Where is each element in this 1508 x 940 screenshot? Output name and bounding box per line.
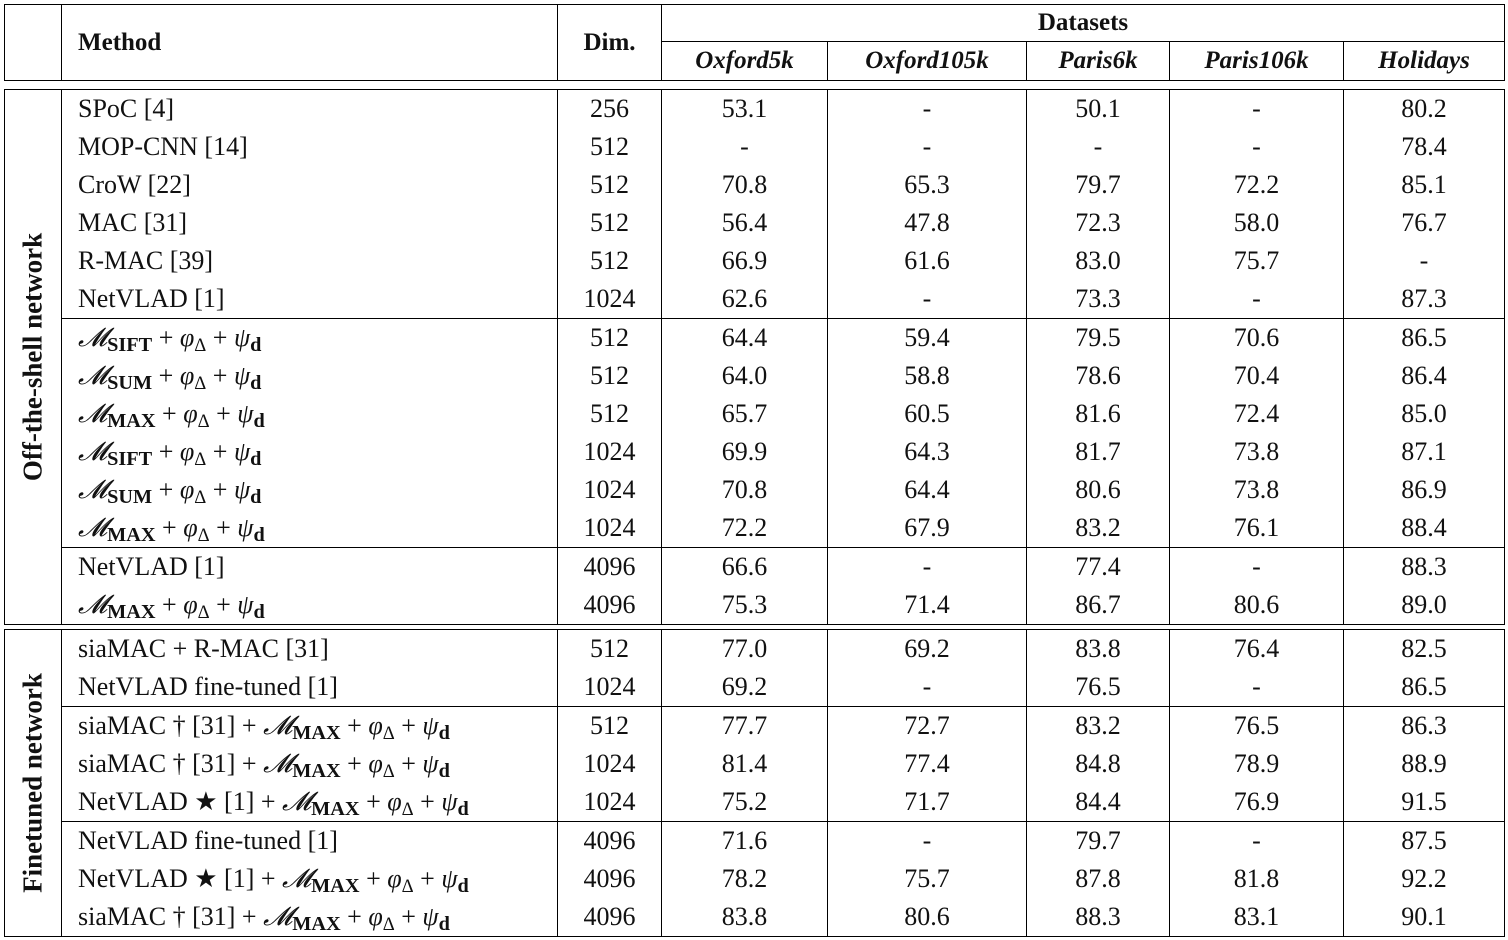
value-cell: 72.3	[1027, 204, 1170, 242]
value-cell: 47.8	[828, 204, 1027, 242]
value-cell: 83.8	[1027, 630, 1170, 669]
value-cell: -	[828, 668, 1027, 707]
method-cell: NetVLAD ★ [1] + 𝓜$_{MAX}$ + $\varphi_\Delta + \psi_d$	[62, 783, 558, 822]
value-cell: 85.1	[1344, 166, 1505, 204]
value-cell: 87.1	[1344, 433, 1505, 471]
value-cell: 78.9	[1170, 745, 1344, 783]
value-cell: 80.6	[1170, 586, 1344, 625]
table-row	[5, 707, 1505, 746]
value-cell: 62.6	[662, 280, 828, 319]
value-cell: 67.9	[828, 509, 1027, 548]
value-cell: 58.8	[828, 357, 1027, 395]
value-cell: 76.5	[1170, 707, 1344, 746]
value-cell: 58.0	[1170, 204, 1344, 242]
dim-cell: 512	[558, 395, 662, 433]
value-cell: 69.2	[828, 630, 1027, 669]
table-row	[5, 128, 1505, 166]
value-cell: 65.3	[828, 166, 1027, 204]
table-row	[5, 783, 1505, 822]
value-cell: 81.4	[662, 745, 828, 783]
value-cell: 89.0	[1344, 586, 1505, 625]
table-row	[5, 280, 1505, 319]
value-cell: 80.2	[1344, 90, 1505, 129]
value-cell: 73.3	[1027, 280, 1170, 319]
section-finetuned	[4, 629, 1505, 937]
dim-cell: 512	[558, 319, 662, 358]
table-row	[5, 822, 1505, 861]
dim-cell: 1024	[558, 471, 662, 509]
value-cell: 64.4	[828, 471, 1027, 509]
value-cell: 59.4	[828, 319, 1027, 358]
value-cell: -	[828, 128, 1027, 166]
value-cell: 82.5	[1344, 630, 1505, 669]
col-header-paris6k: Paris6k	[1027, 42, 1170, 81]
value-cell: 83.2	[1027, 509, 1170, 548]
table-row	[5, 395, 1505, 433]
value-cell: 81.6	[1027, 395, 1170, 433]
datasets-header: Datasets	[662, 5, 1505, 42]
section-label: Off-the-shell network	[17, 232, 48, 482]
dim-cell: 1024	[558, 745, 662, 783]
dim-cell: 4096	[558, 860, 662, 898]
value-cell: 77.0	[662, 630, 828, 669]
value-cell: 60.5	[828, 395, 1027, 433]
value-cell: 90.1	[1344, 898, 1505, 937]
table-row	[5, 630, 1505, 669]
value-cell: -	[1344, 242, 1505, 280]
value-cell: 64.0	[662, 357, 828, 395]
method-cell: 𝓜$_{MAX}$ + $\varphi_\Delta + \psi_d$	[62, 395, 558, 433]
value-cell: 86.5	[1344, 668, 1505, 707]
value-cell: 69.2	[662, 668, 828, 707]
table-row	[5, 898, 1505, 937]
value-cell: 76.9	[1170, 783, 1344, 822]
value-cell: 78.2	[662, 860, 828, 898]
value-cell: 88.4	[1344, 509, 1505, 548]
value-cell: 75.2	[662, 783, 828, 822]
col-header-oxford105k: Oxford105k	[828, 42, 1027, 81]
dim-cell: 4096	[558, 548, 662, 587]
value-cell: 73.8	[1170, 433, 1344, 471]
dim-cell: 512	[558, 204, 662, 242]
value-cell: 85.0	[1344, 395, 1505, 433]
value-cell: 64.4	[662, 319, 828, 358]
method-cell: siaMAC † [31] + 𝓜$_{MAX}$ + $\varphi_\Delta + \psi_d$	[62, 707, 558, 746]
value-cell: 81.7	[1027, 433, 1170, 471]
table-row	[5, 586, 1505, 625]
value-cell: 53.1	[662, 90, 828, 129]
value-cell: 65.7	[662, 395, 828, 433]
method-cell: R-MAC [39]	[62, 242, 558, 280]
col-header-holidays: Holidays	[1344, 42, 1505, 81]
dim-cell: 1024	[558, 668, 662, 707]
value-cell: 80.6	[828, 898, 1027, 937]
value-cell: 83.8	[662, 898, 828, 937]
method-cell: 𝓜$_{SIFT}$ + $\varphi_\Delta + \psi_d$	[62, 433, 558, 471]
method-cell: 𝓜$_{MAX}$ + $\varphi_\Delta + \psi_d$	[62, 509, 558, 548]
value-cell: 70.8	[662, 166, 828, 204]
value-cell: -	[1170, 548, 1344, 587]
section-off-the-shell	[4, 89, 1505, 625]
value-cell: 50.1	[1027, 90, 1170, 129]
method-cell: NetVLAD ★ [1] + 𝓜$_{MAX}$ + $\varphi_\Delta + \psi_d$	[62, 860, 558, 898]
value-cell: 71.6	[662, 822, 828, 861]
table-row	[5, 548, 1505, 587]
dim-cell: 1024	[558, 433, 662, 471]
value-cell: -	[1170, 668, 1344, 707]
value-cell: 87.8	[1027, 860, 1170, 898]
method-cell: NetVLAD fine-tuned [1]	[62, 668, 558, 707]
value-cell: 83.2	[1027, 707, 1170, 746]
method-cell: NetVLAD [1]	[62, 548, 558, 587]
table-row	[5, 860, 1505, 898]
method-cell: 𝓜$_{SIFT}$ + $\varphi_\Delta + \psi_d$	[62, 319, 558, 358]
value-cell: 76.7	[1344, 204, 1505, 242]
value-cell: 75.3	[662, 586, 828, 625]
value-cell: 72.2	[1170, 166, 1344, 204]
value-cell: 87.5	[1344, 822, 1505, 861]
dim-cell: 512	[558, 166, 662, 204]
value-cell: 72.2	[662, 509, 828, 548]
value-cell: 80.6	[1027, 471, 1170, 509]
value-cell: 61.6	[828, 242, 1027, 280]
value-cell: 92.2	[1344, 860, 1505, 898]
corner-cell	[5, 5, 62, 81]
method-cell: 𝓜$_{SUM}$ + $\varphi_\Delta + \psi_d$	[62, 471, 558, 509]
value-cell: 86.9	[1344, 471, 1505, 509]
dim-cell: 512	[558, 128, 662, 166]
value-cell: 83.1	[1170, 898, 1344, 937]
value-cell: 78.6	[1027, 357, 1170, 395]
value-cell: 64.3	[828, 433, 1027, 471]
value-cell: 88.3	[1344, 548, 1505, 587]
method-cell: siaMAC † [31] + 𝓜$_{MAX}$ + $\varphi_\Delta + \psi_d$	[62, 745, 558, 783]
value-cell: 66.6	[662, 548, 828, 587]
value-cell: 77.4	[1027, 548, 1170, 587]
value-cell: 56.4	[662, 204, 828, 242]
value-cell: -	[828, 90, 1027, 129]
dim-cell: 256	[558, 90, 662, 129]
value-cell: 76.5	[1027, 668, 1170, 707]
value-cell: -	[1170, 280, 1344, 319]
table-header	[4, 4, 1505, 81]
value-cell: 91.5	[1344, 783, 1505, 822]
table-row	[5, 433, 1505, 471]
value-cell: -	[662, 128, 828, 166]
value-cell: 86.4	[1344, 357, 1505, 395]
value-cell: -	[828, 548, 1027, 587]
section-label: Finetuned network	[17, 673, 48, 893]
value-cell: -	[1170, 822, 1344, 861]
value-cell: 83.0	[1027, 242, 1170, 280]
dim-header: Dim.	[558, 5, 662, 81]
value-cell: 70.4	[1170, 357, 1344, 395]
dim-cell: 1024	[558, 509, 662, 548]
table-row	[5, 668, 1505, 707]
method-cell: NetVLAD [1]	[62, 280, 558, 319]
value-cell: 79.7	[1027, 166, 1170, 204]
value-cell: 75.7	[1170, 242, 1344, 280]
col-header-oxford5k: Oxford5k	[662, 42, 828, 81]
table-row	[5, 242, 1505, 280]
value-cell: 71.7	[828, 783, 1027, 822]
method-cell: siaMAC + R-MAC [31]	[62, 630, 558, 669]
value-cell: 78.4	[1344, 128, 1505, 166]
table-row	[5, 471, 1505, 509]
value-cell: -	[828, 822, 1027, 861]
table-row	[5, 204, 1505, 242]
value-cell: 73.8	[1170, 471, 1344, 509]
col-header-paris106k: Paris106k	[1170, 42, 1344, 81]
method-cell: siaMAC † [31] + 𝓜$_{MAX}$ + $\varphi_\Delta + \psi_d$	[62, 898, 558, 937]
value-cell: 79.7	[1027, 822, 1170, 861]
section-label-cell	[5, 630, 62, 937]
dim-cell: 512	[558, 242, 662, 280]
value-cell: 77.4	[828, 745, 1027, 783]
value-cell: 72.7	[828, 707, 1027, 746]
value-cell: 86.3	[1344, 707, 1505, 746]
value-cell: 69.9	[662, 433, 828, 471]
value-cell: -	[1170, 90, 1344, 129]
value-cell: -	[828, 280, 1027, 319]
dim-cell: 4096	[558, 822, 662, 861]
method-header: Method	[62, 5, 558, 81]
method-cell: 𝓜$_{SUM}$ + $\varphi_\Delta + \psi_d$	[62, 357, 558, 395]
method-cell: CroW [22]	[62, 166, 558, 204]
table-row	[5, 745, 1505, 783]
table-row	[5, 90, 1505, 129]
dim-cell: 4096	[558, 586, 662, 625]
value-cell: 75.7	[828, 860, 1027, 898]
section-label-cell	[5, 90, 62, 625]
method-cell: MOP-CNN [14]	[62, 128, 558, 166]
value-cell: 71.4	[828, 586, 1027, 625]
value-cell: 76.4	[1170, 630, 1344, 669]
method-cell: 𝓜$_{MAX}$ + $\varphi_\Delta + \psi_d$	[62, 586, 558, 625]
table-row	[5, 357, 1505, 395]
dim-cell: 512	[558, 707, 662, 746]
dim-cell: 512	[558, 357, 662, 395]
value-cell: 81.8	[1170, 860, 1344, 898]
value-cell: 70.6	[1170, 319, 1344, 358]
table-row	[5, 509, 1505, 548]
dim-cell: 512	[558, 630, 662, 669]
method-cell: SPoC [4]	[62, 90, 558, 129]
value-cell: 77.7	[662, 707, 828, 746]
value-cell: 72.4	[1170, 395, 1344, 433]
value-cell: 79.5	[1027, 319, 1170, 358]
value-cell: 84.4	[1027, 783, 1170, 822]
value-cell: 86.7	[1027, 586, 1170, 625]
value-cell: 87.3	[1344, 280, 1505, 319]
table-row	[5, 166, 1505, 204]
value-cell: 86.5	[1344, 319, 1505, 358]
value-cell: 66.9	[662, 242, 828, 280]
method-cell: MAC [31]	[62, 204, 558, 242]
table-row	[5, 319, 1505, 358]
dim-cell: 1024	[558, 783, 662, 822]
value-cell: -	[1170, 128, 1344, 166]
value-cell: 88.3	[1027, 898, 1170, 937]
value-cell: 88.9	[1344, 745, 1505, 783]
value-cell: 70.8	[662, 471, 828, 509]
dim-cell: 4096	[558, 898, 662, 937]
method-cell: NetVLAD fine-tuned [1]	[62, 822, 558, 861]
value-cell: 84.8	[1027, 745, 1170, 783]
value-cell: -	[1027, 128, 1170, 166]
dim-cell: 1024	[558, 280, 662, 319]
value-cell: 76.1	[1170, 509, 1344, 548]
